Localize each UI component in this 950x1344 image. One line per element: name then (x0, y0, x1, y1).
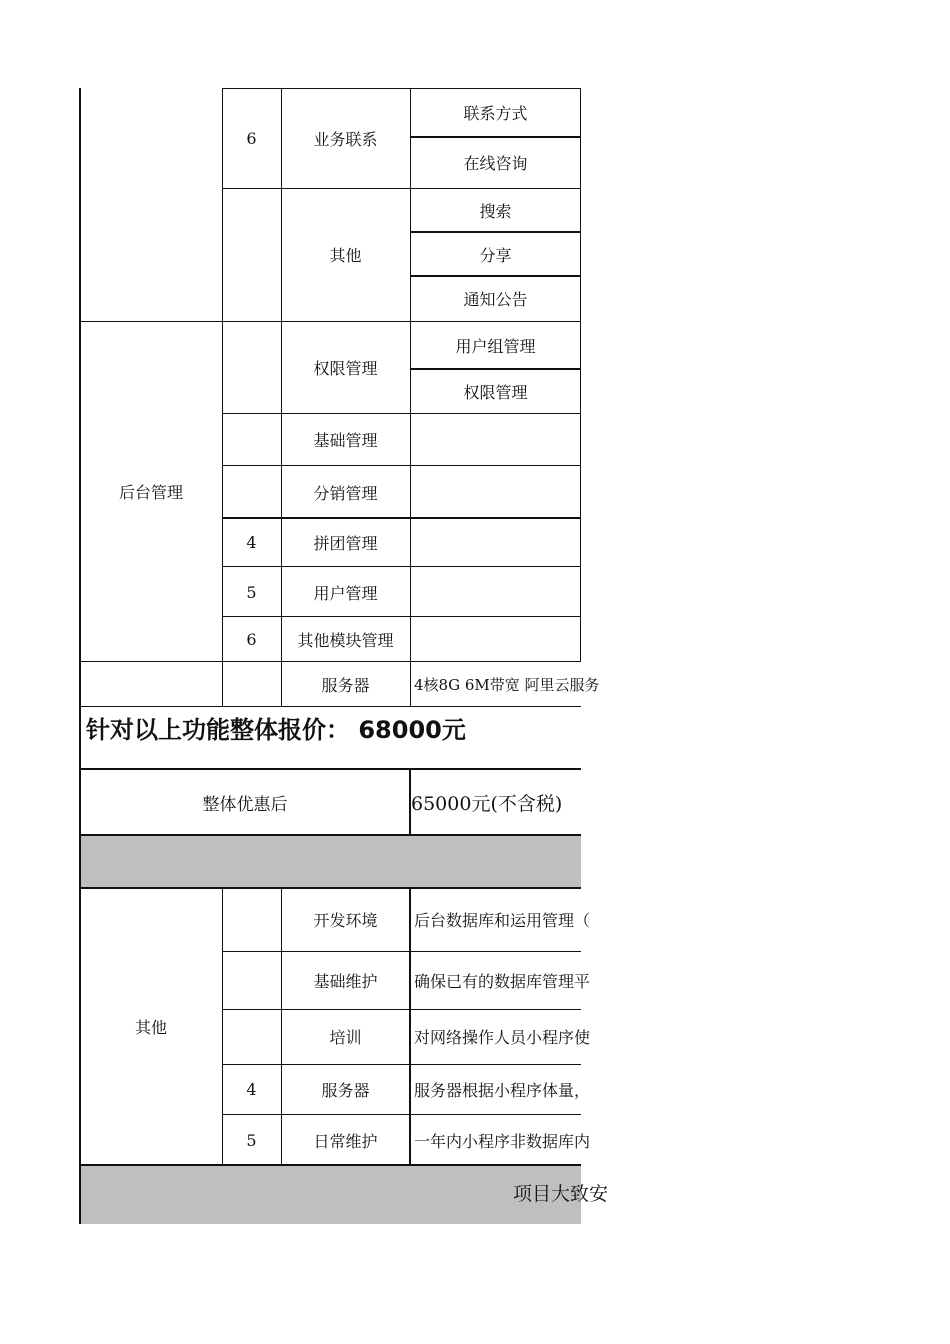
grid-line (222, 566, 581, 567)
grid-line (80, 887, 581, 889)
module-name: 拼团管理 (313, 534, 378, 553)
row-number: 4 (246, 1080, 257, 1099)
grid-line (222, 1009, 581, 1010)
grid-line (281, 88, 282, 706)
discount-value: 65000元(不含税) (411, 792, 563, 815)
row-number: 5 (246, 582, 257, 602)
module-name: 其他 (329, 246, 362, 265)
module-name: 日常维护 (313, 1131, 378, 1151)
row-number (222, 466, 281, 518)
module-name: 开发环境 (313, 911, 378, 930)
grid-line (80, 768, 581, 770)
grid-line (410, 136, 581, 138)
gray-band (81, 836, 581, 888)
grid-line (80, 1164, 581, 1166)
grid-line (222, 188, 581, 189)
grid-line (410, 231, 581, 233)
detail-cell: 确保已有的数据库管理平 (414, 971, 591, 991)
module-name: 业务联系 (313, 129, 378, 149)
grid-line (281, 888, 282, 1165)
module-name: 基础维护 (313, 971, 378, 991)
row-number: 6 (246, 128, 257, 148)
sub-feature: 搜索 (479, 201, 512, 221)
sub-feature: 在线咨询 (463, 154, 528, 173)
detail-cell (410, 413, 581, 466)
row-number (222, 1009, 281, 1064)
detail-cell (410, 617, 581, 661)
row-number (222, 321, 281, 413)
module-name: 权限管理 (313, 358, 378, 378)
grid-line (222, 517, 581, 519)
detail-cell (410, 518, 581, 567)
grid-line (222, 951, 581, 952)
row-number (222, 951, 281, 1009)
detail-cell: 一年内小程序非数据库内 (414, 1131, 591, 1151)
sub-feature: 权限管理 (463, 382, 528, 402)
footer-gray-band (81, 1166, 581, 1224)
grid-line (222, 1114, 581, 1115)
module-name: 用户管理 (313, 583, 378, 603)
module-name: 服务器 (321, 1081, 370, 1100)
module-name: 分销管理 (313, 483, 378, 503)
grid-line (79, 88, 81, 1224)
discount-label: 整体优惠后 (202, 794, 288, 815)
sub-feature: 通知公告 (463, 290, 528, 309)
grid-line (222, 465, 581, 466)
grid-line (222, 616, 581, 617)
grid-line (409, 768, 411, 835)
detail-cell: 后台数据库和运用管理（ (414, 911, 591, 930)
grid-line (80, 661, 581, 662)
grid-line (222, 1064, 581, 1065)
sub-feature: 联系方式 (463, 104, 528, 123)
row-number (222, 188, 281, 321)
grid-line (80, 834, 581, 836)
row-number: 5 (246, 1130, 257, 1150)
category-label: 后台管理 (118, 482, 183, 502)
module-name: 其他模块管理 (297, 630, 394, 650)
module-name: 培训 (329, 1028, 362, 1047)
footer-band-text: 项目大致安 (513, 1182, 609, 1205)
row-number (222, 888, 281, 951)
grid-line (410, 368, 581, 370)
module-name: 基础管理 (313, 431, 378, 450)
grid-line (222, 413, 581, 414)
quote-headline: 针对以上功能整体报价： 68000元 (86, 716, 466, 744)
detail-cell: 对网络操作人员小程序使 (414, 1028, 591, 1047)
grid-line (222, 888, 223, 1165)
server-module: 服务器 (321, 675, 370, 695)
sub-feature: 用户组管理 (455, 336, 536, 356)
detail-cell (410, 466, 581, 518)
category-label: 其他 (134, 1018, 167, 1037)
grid-line (222, 88, 581, 89)
grid-line (410, 88, 411, 706)
sub-feature: 分享 (479, 245, 512, 265)
grid-line (222, 88, 223, 706)
grid-line (410, 275, 581, 277)
server-detail: 4核8G 6M带宽 阿里云服务 (414, 675, 600, 694)
row-number: 6 (246, 629, 257, 649)
row-number (222, 413, 281, 466)
grid-line (80, 321, 581, 322)
detail-cell: 服务器根据小程序体量， (414, 1081, 591, 1100)
grid-line (80, 706, 581, 707)
row-number: 4 (246, 533, 257, 552)
grid-line (409, 888, 411, 1165)
grid-line (580, 88, 581, 661)
detail-cell (410, 567, 581, 617)
